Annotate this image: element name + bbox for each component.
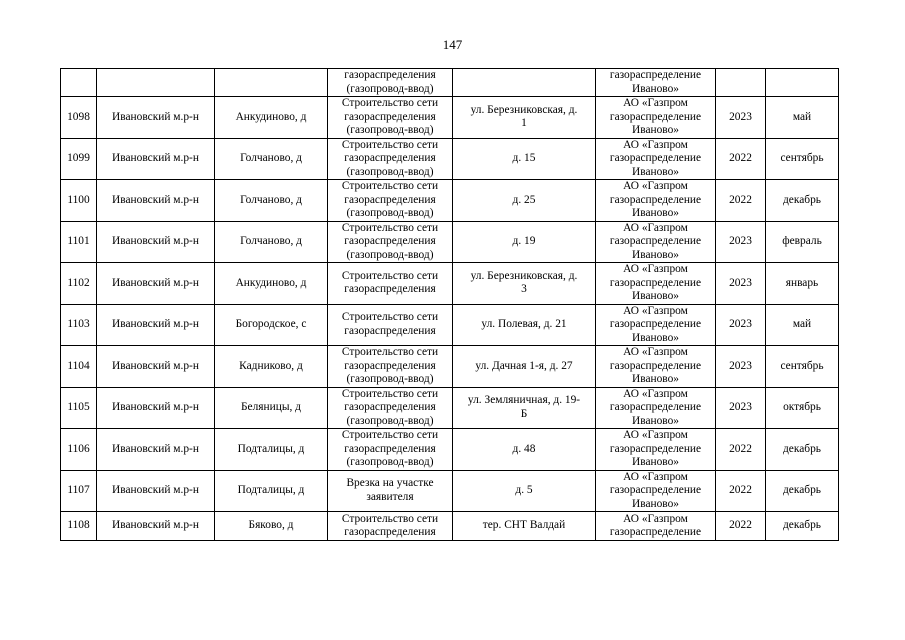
cell-district: Ивановский м.р-н [97,138,215,180]
cell-district: Ивановский м.р-н [97,346,215,388]
page-number: 147 [442,37,463,52]
cell-number: 1106 [61,429,97,471]
cell-work-type: Строительство сети газораспределения [328,263,453,305]
cell-number: 1102 [61,263,97,305]
cell-district: Ивановский м.р-н [97,387,215,429]
cell-year: 2023 [716,387,766,429]
table-row [61,304,839,346]
cell-address: д. 19 [453,221,596,263]
cell-organization: АО «Газпром газораспределение Иваново» [596,429,716,471]
cell-district: Ивановский м.р-н [97,180,215,222]
cell-number: 1103 [61,304,97,346]
cell-organization: АО «Газпром газораспределение Иваново» [596,387,716,429]
cell-month: сентябрь [766,138,839,180]
cell-organization: АО «Газпром газораспределение Иваново» [596,221,716,263]
cell-address: ул. Березниковская, д. 3 [453,263,596,305]
cell-settlement: Анкудиново, д [215,97,328,139]
cell-year: 2023 [716,304,766,346]
cell-month: февраль [766,221,839,263]
cell-settlement: Беляницы, д [215,387,328,429]
cell-settlement: Кадниково, д [215,346,328,388]
cell-settlement: Анкудиново, д [215,263,328,305]
cell-organization: АО «Газпром газораспределение [596,512,716,541]
cell-organization: АО «Газпром газораспределение Иваново» [596,138,716,180]
cell-number: 1105 [61,387,97,429]
cell-settlement: Голчаново, д [215,221,328,263]
cell-settlement: Голчаново, д [215,180,328,222]
cell-year: 2023 [716,97,766,139]
table-row [61,97,839,139]
cell-address: д. 25 [453,180,596,222]
cell-month: декабрь [766,470,839,512]
cell-settlement: Подталицы, д [215,470,328,512]
gas-distribution-schedule-table [60,68,839,541]
cell-month: январь [766,263,839,305]
table-row [61,512,839,541]
cell-work-type: Строительство сети газораспределения [328,512,453,541]
cell-work-type: Строительство сети газораспределения (газопровод-ввод) [328,429,453,471]
cell-month: май [766,97,839,139]
cell-number: 1099 [61,138,97,180]
table-row [61,263,839,305]
table-row [61,138,839,180]
cell-month: октябрь [766,387,839,429]
cell-number: 1100 [61,180,97,222]
cell-address: ул. Дачная 1-я, д. 27 [453,346,596,388]
cell-settlement: Подталицы, д [215,429,328,471]
cell-year: 2022 [716,470,766,512]
cell-settlement: Богородское, с [215,304,328,346]
cell-month [766,69,839,97]
table-row-continuation [61,69,839,97]
cell-month: декабрь [766,429,839,471]
cell-month: декабрь [766,180,839,222]
cell-work-type: Строительство сети газораспределения (газопровод-ввод) [328,346,453,388]
table-row [61,387,839,429]
cell-year: 2022 [716,429,766,471]
cell-work-type: Строительство сети газораспределения [328,304,453,346]
cell-district: Ивановский м.р-н [97,512,215,541]
cell-settlement: Голчаново, д [215,138,328,180]
cell-month: декабрь [766,512,839,541]
table-row [61,429,839,471]
table-row [61,221,839,263]
cell-district [97,69,215,97]
cell-work-type: Строительство сети газораспределения (газопровод-ввод) [328,221,453,263]
cell-work-type: Строительство сети газораспределения (газопровод-ввод) [328,97,453,139]
cell-district: Ивановский м.р-н [97,304,215,346]
cell-address: ул. Березниковская, д. 1 [453,97,596,139]
table-row [61,180,839,222]
cell-district: Ивановский м.р-н [97,263,215,305]
cell-settlement [215,69,328,97]
cell-settlement: Бяково, д [215,512,328,541]
cell-year: 2023 [716,346,766,388]
cell-address: д. 48 [453,429,596,471]
cell-address: д. 5 [453,470,596,512]
cell-number [61,69,97,97]
cell-work-type: Строительство сети газораспределения (газопровод-ввод) [328,138,453,180]
cell-organization: АО «Газпром газораспределение Иваново» [596,263,716,305]
cell-work-type: Врезка на участке заявителя [328,470,453,512]
cell-year: 2022 [716,512,766,541]
cell-number: 1104 [61,346,97,388]
cell-number: 1098 [61,97,97,139]
cell-organization: АО «Газпром газораспределение Иваново» [596,180,716,222]
cell-number: 1101 [61,221,97,263]
cell-year: 2022 [716,138,766,180]
cell-year: 2023 [716,263,766,305]
cell-address: ул. Земляничная, д. 19- Б [453,387,596,429]
cell-number: 1108 [61,512,97,541]
cell-district: Ивановский м.р-н [97,97,215,139]
cell-work-type: Строительство сети газораспределения (газопровод-ввод) [328,387,453,429]
cell-district: Ивановский м.р-н [97,221,215,263]
cell-address [453,69,596,97]
cell-year [716,69,766,97]
cell-address: тер. СНТ Валдай [453,512,596,541]
cell-work-type: Строительство сети газораспределения (газопровод-ввод) [328,180,453,222]
cell-organization: газораспределение Иваново» [596,69,716,97]
cell-organization: АО «Газпром газораспределение Иваново» [596,304,716,346]
cell-organization: АО «Газпром газораспределение Иваново» [596,470,716,512]
cell-year: 2022 [716,180,766,222]
table-row [61,346,839,388]
cell-number: 1107 [61,470,97,512]
cell-month: сентябрь [766,346,839,388]
table-row [61,470,839,512]
cell-year: 2023 [716,221,766,263]
cell-work-type: газораспределения (газопровод-ввод) [328,69,453,97]
cell-month: май [766,304,839,346]
cell-address: ул. Полевая, д. 21 [453,304,596,346]
cell-organization: АО «Газпром газораспределение Иваново» [596,346,716,388]
cell-district: Ивановский м.р-н [97,470,215,512]
cell-organization: АО «Газпром газораспределение Иваново» [596,97,716,139]
cell-district: Ивановский м.р-н [97,429,215,471]
cell-address: д. 15 [453,138,596,180]
